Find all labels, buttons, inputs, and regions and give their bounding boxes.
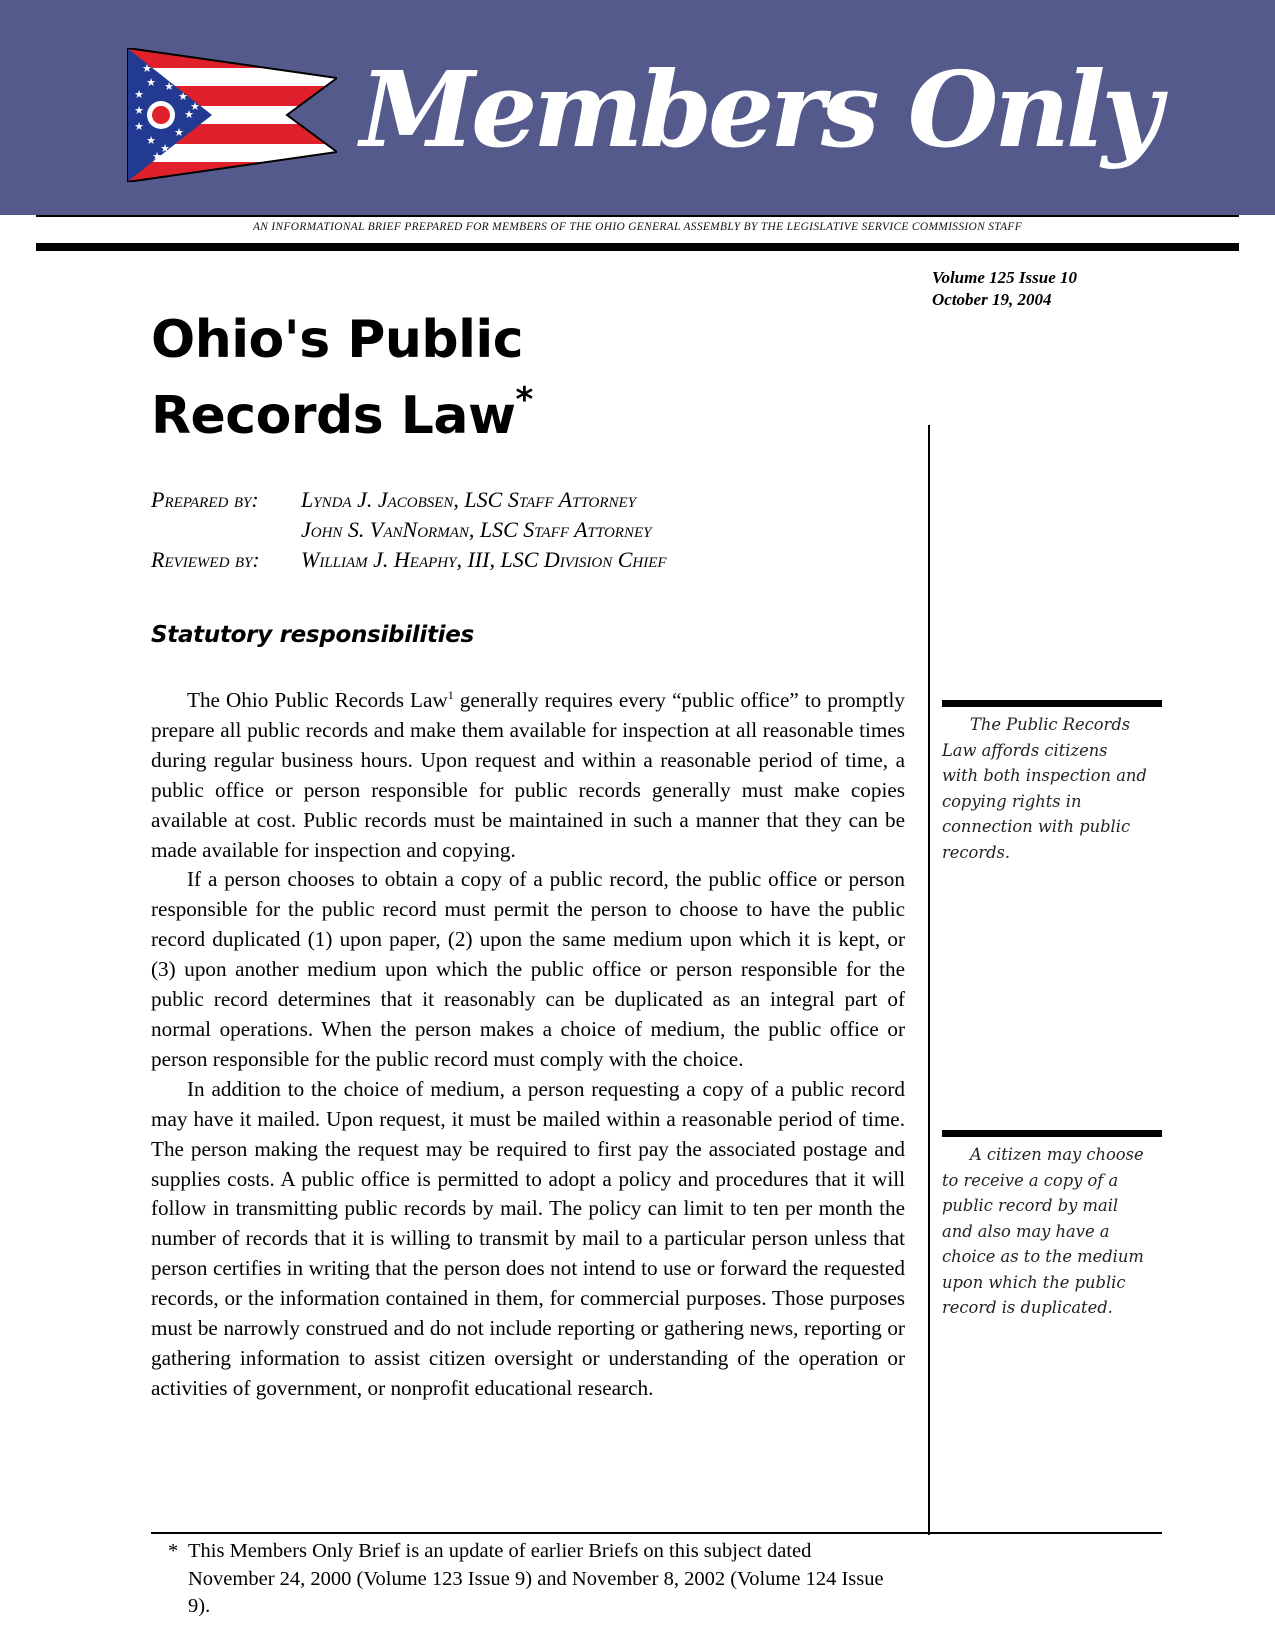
- prepared-by-label: Prepared by:: [151, 487, 259, 512]
- header-divider: [36, 215, 1239, 217]
- credit-row-reviewed: [151, 545, 851, 575]
- issue-info: [932, 267, 1077, 311]
- footnote-marker: *: [168, 1540, 179, 1562]
- reviewed-by-label: Reviewed by:: [151, 547, 260, 572]
- article-body: [151, 686, 905, 1404]
- header-divider-thick: [36, 243, 1239, 251]
- paragraph-1-start: The Ohio Public Records Law: [187, 688, 448, 712]
- ohio-flag-icon: [127, 48, 337, 182]
- sidebar-bar-1: [942, 700, 1162, 707]
- prepared-by-names: [301, 485, 851, 545]
- footnote-text: This Members Only Brief is an update of earlier Briefs on this subject dated November 24, 2000 (Volume 123 Issue 9) and November 8, 2002 (Volume 124 Issue 9).: [188, 1540, 884, 1617]
- credits: [151, 485, 851, 575]
- svg-text:★: ★: [134, 104, 144, 117]
- svg-text:★: ★: [142, 62, 152, 75]
- svg-text:★: ★: [178, 90, 188, 103]
- paragraph-3: In addition to the choice of medium, a person requesting a copy of a public record may have it mailed. Upon request, it must be mailed within a reasonable period of time. The person making the request may be required to first pay the associated postage and supplies costs. A public office is permitted to adopt a policy and procedures that it will follow in transmitting public records by mail. The policy can limit to ten per month the number of records that it is willing to transmit by mail to a particular person unless that person certifies in writing that the person does not intend to use or forward the requested records, or the information contained in them, for commercial purposes. Those purposes must be narrowly construed and do not include reporting or gathering news, reporting or gathering information to assist citizen oversight or understanding of the operation or activities of government, or nonprofit educational research.: [151, 1076, 905, 1400]
- svg-text:★: ★: [134, 88, 144, 101]
- title-line-2: Records Law: [151, 386, 516, 446]
- section-heading: Statutory responsibilities: [151, 622, 474, 648]
- svg-text:★: ★: [184, 108, 194, 121]
- sidebar-note-1: [942, 712, 1147, 865]
- paragraph-2: If a person chooses to obtain a copy of a public record, the public office or person responsible for the public record must permit the person to choose to have the public record duplicated (1) upon paper, (2) upon the same medium upon which it is kept, or (3) upon another medium upon which the public office or person responsible for the public record determines that it reasonably can be duplicated as an integral part of normal operations. When the person makes a choice of medium, the public office or person responsible for the public record must comply with the choice.: [151, 867, 905, 1071]
- paragraph-1: [151, 686, 905, 865]
- masthead-banner: [0, 0, 1275, 215]
- reviewer: William J. Heaphy, III, LSC Division Chief: [301, 547, 667, 572]
- sidebar-note-1-text: The Public Records Law affords citizens with both inspection and copying rights in connection with public records.: [942, 715, 1147, 862]
- paragraph-1-rest: generally requires every “public office” to promptly prepare all public records and make them available for inspection at all reasonable times during regular business hours. Upon request and within a reasonable period of time, a public office or person responsible for public records generally must make copies available at cost. Public records must be maintained in such a manner that they can be made available for inspection and copying.: [151, 688, 905, 862]
- svg-text:★: ★: [190, 100, 200, 113]
- svg-text:★: ★: [152, 150, 162, 163]
- author-2: John S. VanNorman, LSC Staff Attorney: [301, 517, 652, 542]
- tagline: AN INFORMATIONAL BRIEF PREPARED FOR MEMBERS OF THE OHIO GENERAL ASSEMBLY BY THE LEGISLATIVE SERVICE COMMISSION STAFF: [252, 221, 1023, 233]
- sidebar-note-2: [942, 1142, 1147, 1321]
- page-title: [151, 302, 801, 454]
- sidebar-bar-2: [942, 1130, 1162, 1137]
- column-divider: [928, 425, 930, 1535]
- author-1: Lynda J. Jacobsen, LSC Staff Attorney: [301, 487, 637, 512]
- masthead-title: Members Only: [360, 48, 1158, 171]
- svg-text:★: ★: [160, 142, 170, 155]
- svg-text:★: ★: [146, 76, 156, 89]
- issue-volume: Volume 125 Issue 10: [932, 268, 1077, 287]
- sidebar-note-2-text: A citizen may choose to receive a copy of a public record by mail and also may have a choice as to the medium upon which the public record is duplicated.: [942, 1145, 1144, 1317]
- svg-text:★: ★: [174, 126, 184, 139]
- footnote: [168, 1538, 888, 1621]
- credit-row-prepared: [151, 485, 851, 545]
- issue-date: October 19, 2004: [932, 290, 1052, 309]
- footnote-divider: [151, 1532, 1162, 1534]
- title-line-1: Ohio's Public: [151, 310, 524, 370]
- title-footnote-marker: *: [515, 380, 533, 420]
- svg-text:★: ★: [164, 80, 174, 93]
- svg-text:★: ★: [146, 134, 156, 147]
- svg-text:★: ★: [134, 120, 144, 133]
- footnote-ref-1[interactable]: 1: [447, 688, 454, 702]
